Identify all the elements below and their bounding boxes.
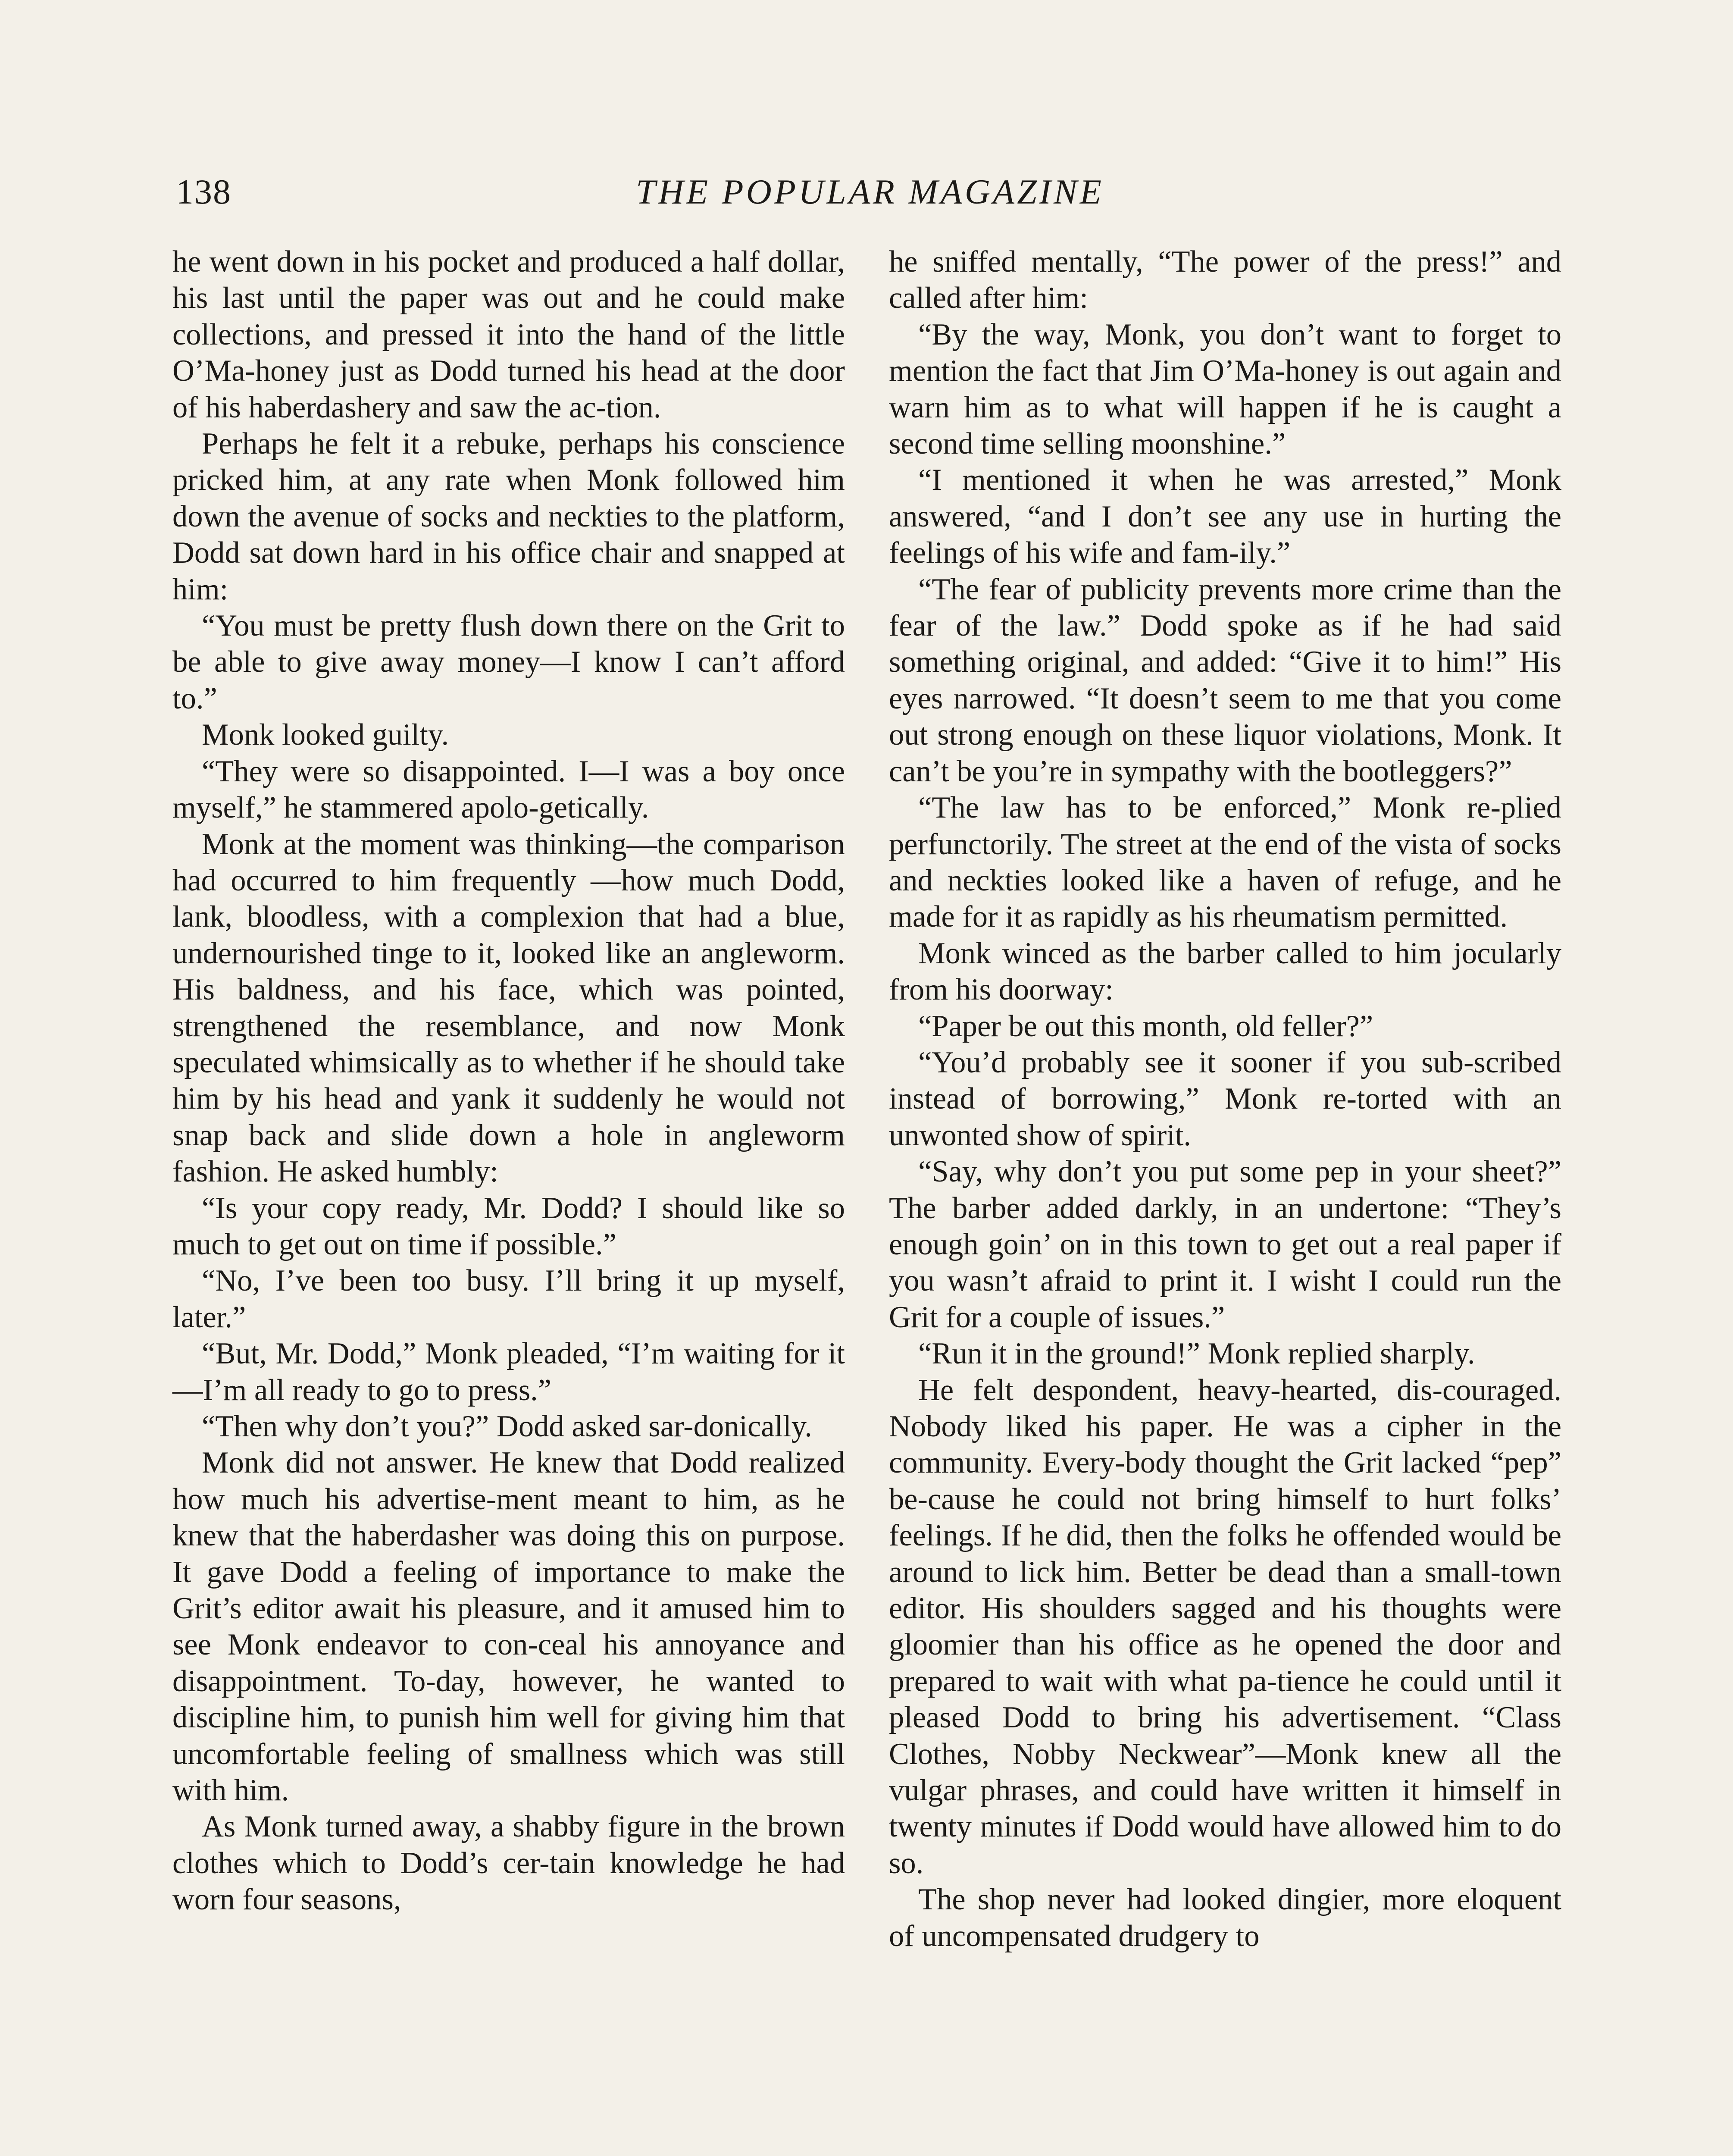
- paragraph: “No, I’ve been too busy. I’ll bring it up myself, later.”: [172, 1264, 845, 1334]
- paragraph: “Paper be out this month, old feller?”: [918, 1009, 1373, 1043]
- text-column-right: [889, 244, 1561, 1954]
- text-column-left: [172, 244, 845, 1918]
- page-number: 138: [176, 172, 231, 211]
- paragraph: “You’d probably see it sooner if you sub-scribed instead of borrowing,” Monk re-torted with an unwonted show of spirit.: [889, 1045, 1561, 1152]
- paragraph: “Say, why don’t you put some pep in your sheet?” The barber added darkly, in an undertone: “They’s enough goin’ on in this town to get out a real paper if you wasn’t afraid to print it. I wisht I could run the Grit for a couple of issues.”: [889, 1155, 1561, 1334]
- paragraph: Perhaps he felt it a rebuke, perhaps his conscience pricked him, at any rate when Monk followed him down the avenue of socks and neckties to the platform, Dodd sat down hard in his office chair and snapped at him:: [172, 427, 845, 606]
- paragraph: The shop never had looked dingier, more eloquent of uncompensated drudgery to: [889, 1883, 1561, 1953]
- paragraph: “I mentioned it when he was arrested,” Monk answered, “and I don’t see any use in hurting the feelings of his wife and fam-ily.”: [889, 463, 1561, 570]
- paragraph: As Monk turned away, a shabby figure in the brown clothes which to Dodd’s cer-tain knowledge he had worn four seasons,: [172, 1810, 845, 1917]
- paragraph: he went down in his pocket and produced a half dollar, his last until the paper was out and he could make collections, and pressed it into the hand of the little O’Ma-honey just as Dodd turned his head at the door of his haberdashery and saw the ac-tion.: [172, 245, 845, 424]
- paragraph: “Then why don’t you?” Dodd asked sar-donically.: [202, 1410, 813, 1443]
- paragraph: “You must be pretty flush down there on the Grit to be able to give away money—I know I can’t afford to.”: [172, 609, 845, 715]
- paragraph: he sniffed mentally, “The power of the press!” and called after him:: [889, 245, 1561, 315]
- paragraph: “Run it in the ground!” Monk replied sharply.: [918, 1337, 1475, 1371]
- paragraph: He felt despondent, heavy-hearted, dis-couraged. Nobody liked his paper. He was a cipher in the community. Every-body thought the Grit lacked “pep” be-cause he could not bring himself to hurt folks’ feelings. If he did, then the folks he offended would be around to lick him. Better be dead than a small-town editor. His shoulders sagged and his thoughts were gloomier than his office as he opened the door and prepared to wait with what pa-tience he could until it pleased Dodd to bring his advertisement. “Class Clothes, Nobby Neckwear”—Monk knew all the vulgar phrases, and could have written it himself in twenty minutes if Dodd would have allowed him to do so.: [889, 1373, 1561, 1880]
- paragraph: Monk did not answer. He knew that Dodd realized how much his advertise-ment meant to him, as he knew that the haberdasher was doing this on purpose. It gave Dodd a feeling of importance to make the Grit’s editor await his pleasure, and it amused him to see Monk endeavor to con-ceal his annoyance and disappointment. To-day, however, he wanted to discipline him, to punish him well for giving him that uncomfortable feeling of smallness which was still with him.: [172, 1446, 845, 1808]
- paragraph: Monk winced as the barber called to him jocularly from his doorway:: [889, 936, 1561, 1007]
- page-header: [176, 162, 1564, 222]
- paragraph: “Is your copy ready, Mr. Dodd? I should like so much to get out on time if possible.”: [172, 1191, 845, 1261]
- paragraph: Monk looked guilty.: [202, 718, 449, 752]
- paragraph: Monk at the moment was thinking—the comparison had occurred to him frequently —how much Dodd, lank, bloodless, with a complexion that had a blue, undernourished tinge to it, looked like an angleworm. His baldness, and his face, which was pointed, strengthened the resemblance, and now Monk speculated whimsically as to whether if he should take him by his head and yank it suddenly he would not snap back and slide down a hole in angleworm fashion. He asked humbly:: [172, 827, 845, 1189]
- paragraph: “By the way, Monk, you don’t want to forget to mention the fact that Jim O’Ma-honey is out again and warn him as to what will happen if he is caught a second time selling moonshine.”: [889, 317, 1561, 461]
- paragraph: “The law has to be enforced,” Monk re-plied perfunctorily. The street at the end of the vista of socks and neckties looked like a haven of refuge, and he made for it as rapidly as his rheumatism permitted.: [889, 791, 1561, 934]
- paragraph: “But, Mr. Dodd,” Monk pleaded, “I’m waiting for it—I’m all ready to go to press.”: [172, 1337, 845, 1407]
- paragraph: “The fear of publicity prevents more crime than the fear of the law.” Dodd spoke as if he had said something original, and added: “Give it to him!” His eyes narrowed. “It doesn’t seem to me that you come out strong enough on these liquor violations, Monk. It can’t be you’re in sympathy with the bootleggers?”: [889, 572, 1561, 788]
- running-title: THE POPULAR MAGAZINE: [636, 172, 1104, 211]
- paragraph: “They were so disappointed. I—I was a boy once myself,” he stammered apolo-getically.: [172, 754, 845, 825]
